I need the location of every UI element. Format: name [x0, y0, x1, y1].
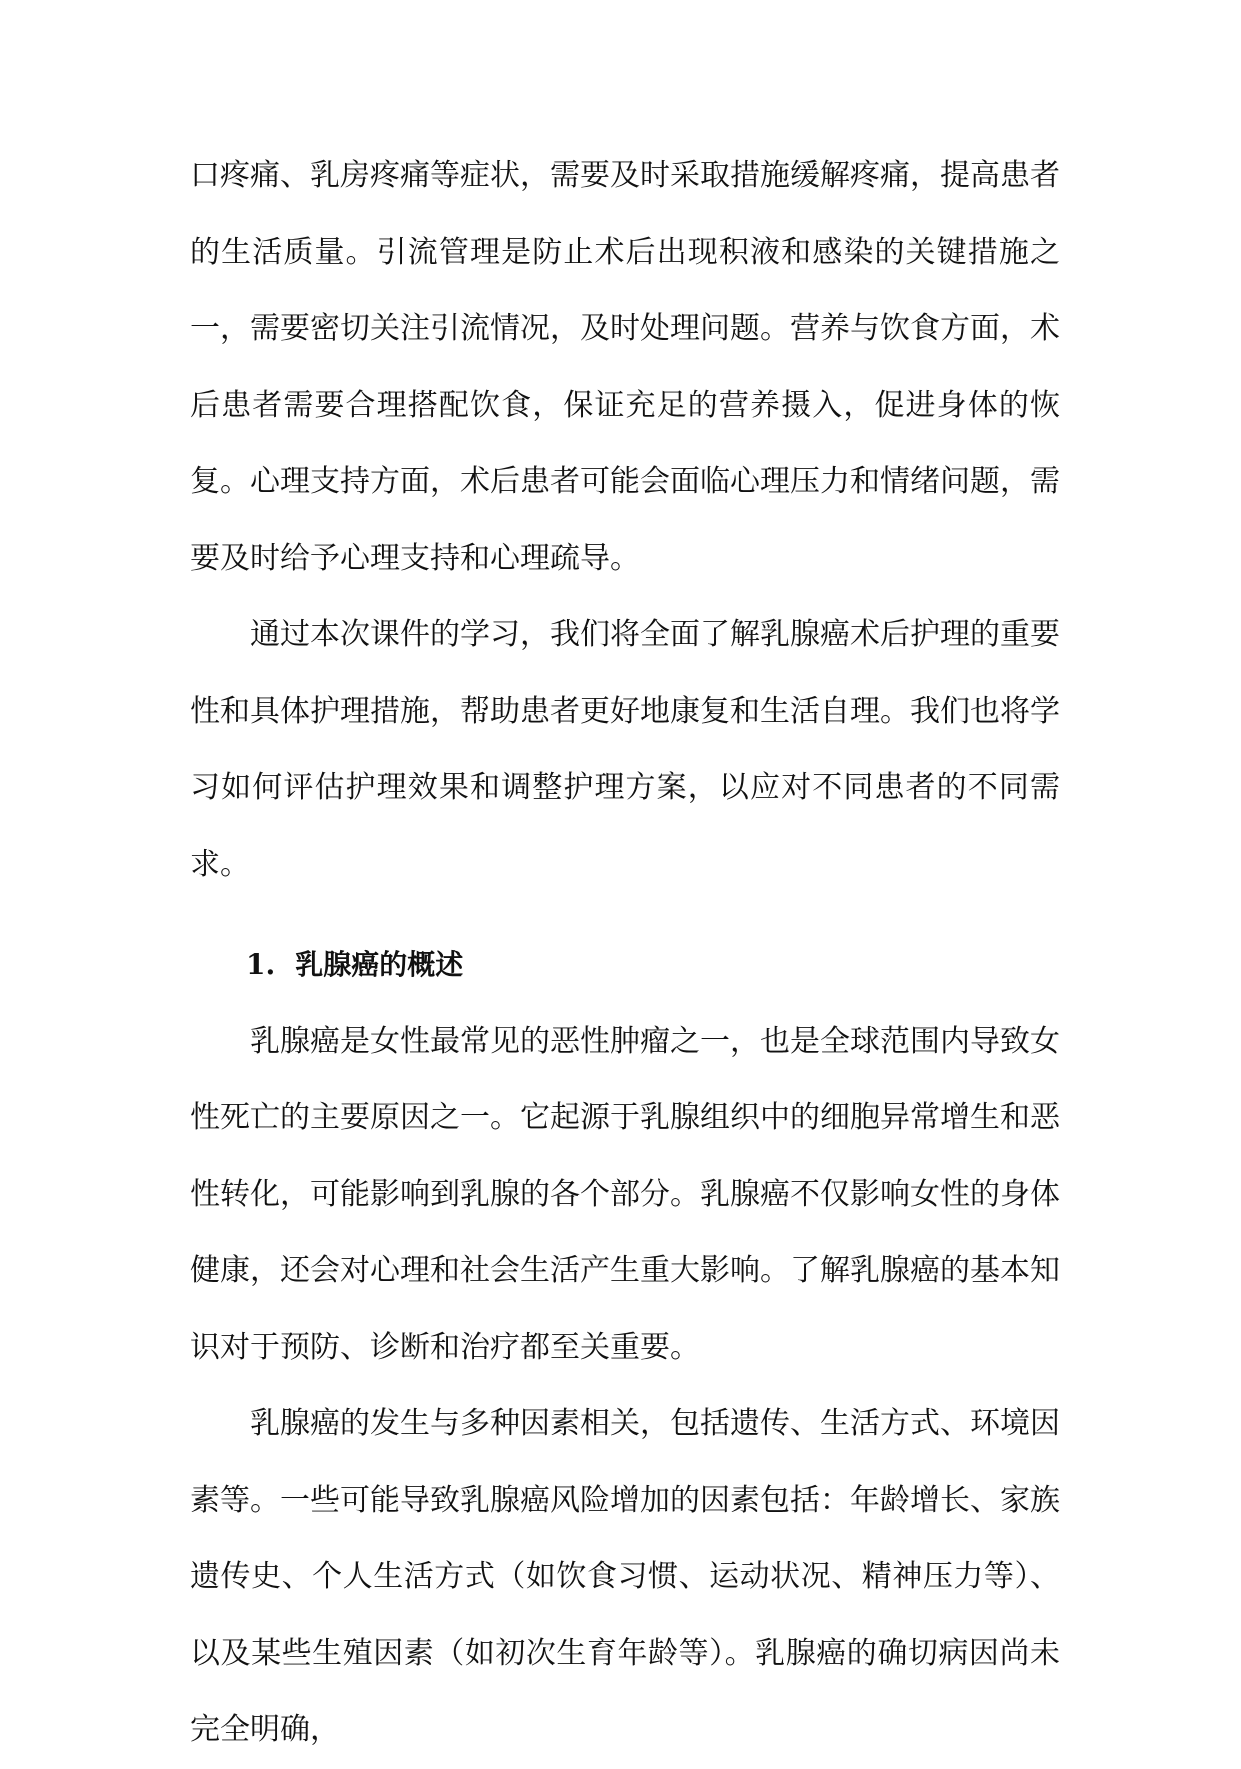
document-body — [190, 138, 1060, 1769]
paragraph-overview: 乳腺癌是女性最常见的恶性肿瘤之一，也是全球范围内导致女性死亡的主要原因之一。它起源于乳腺组织中的细胞异常增生和恶性转化，可能影响到乳腺的各个部分。乳腺癌不仅影响女性的身体健康，还会对心理和社会生活产生重大影响。了解乳腺癌的基本知识对于预防、诊断和治疗都至关重要。 — [190, 1023, 1060, 1365]
section-title: 乳腺癌的概述 — [295, 948, 464, 981]
section-heading — [190, 927, 1060, 1004]
paragraph-risk-factors: 乳腺癌的发生与多种因素相关，包括遗传、生活方式、环境因素等。一些可能导致乳腺癌风险增加的因素包括：年龄增长、家族遗传史、个人生活方式（如饮食习惯、运动状况、精神压力等）、以及某些生殖因素（如初次生育年龄等）。乳腺癌的确切病因尚未完全明确， — [190, 1406, 1060, 1747]
paragraph-course-intro: 通过本次课件的学习，我们将全面了解乳腺癌术后护理的重要性和具体护理措施，帮助患者更好地康复和生活自理。我们也将学习如何评估护理效果和调整护理方案，以应对不同患者的不同需求。 — [190, 617, 1060, 882]
section-number: 1. — [246, 948, 276, 981]
paragraph-postop-symptoms: 口疼痛、乳房疼痛等症状，需要及时采取措施缓解疼痛，提高患者的生活质量。引流管理是防止术后出现积液和感染的关键措施之一，需要密切关注引流情况，及时处理问题。营养与饮食方面，术后患者需要合理搭配饮食，保证充足的营养摄入，促进身体的恢复。心理支持方面，术后患者可能会面临心理压力和情绪问题，需要及时给予心理支持和心理疏导。 — [190, 158, 1060, 576]
